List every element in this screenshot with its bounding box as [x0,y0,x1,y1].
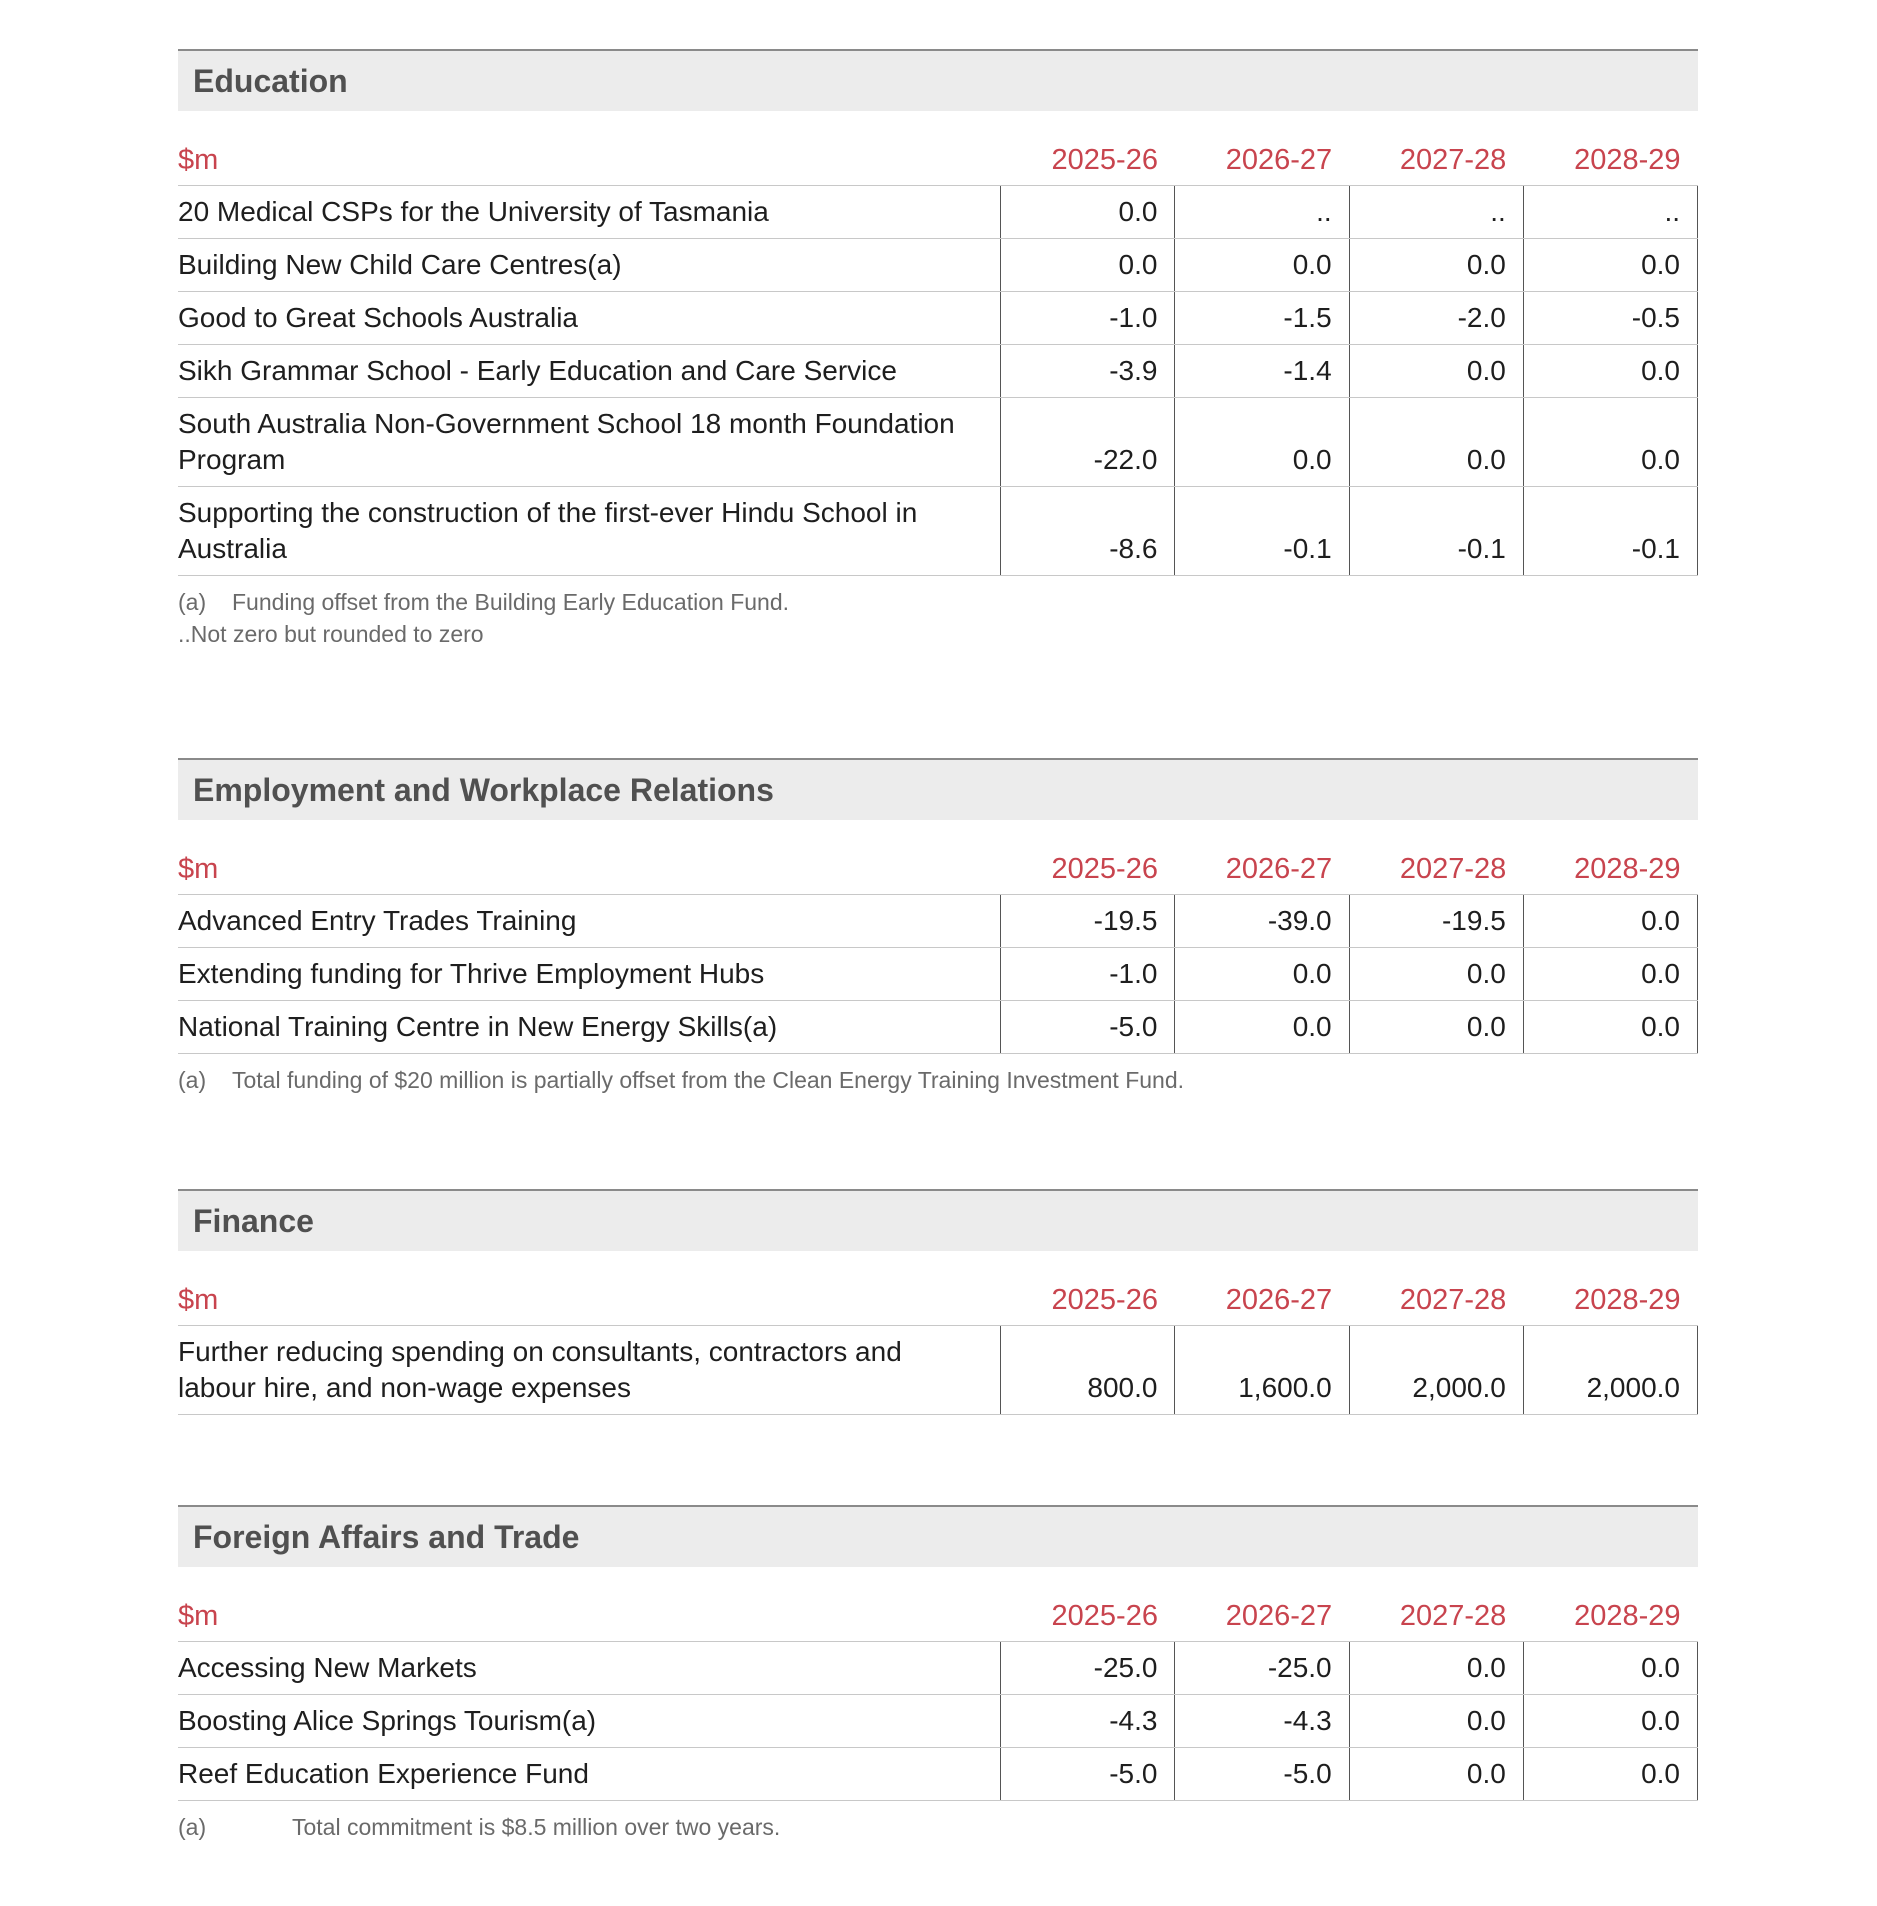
header-row [178,846,1698,895]
year-header: 2026-27 [1175,1277,1349,1326]
measure-value: -4.3 [1001,1695,1175,1748]
measure-value: 0.0 [1523,1748,1697,1801]
measure-value: -0.1 [1523,487,1697,576]
table-row [178,186,1698,239]
table-row [178,1326,1698,1415]
table-row [178,345,1698,398]
measure-value: .. [1175,186,1349,239]
measure-value: 0.0 [1523,1642,1697,1695]
section-title: Finance [178,1189,1698,1251]
measure-value: -25.0 [1175,1642,1349,1695]
section-finance [178,1189,1698,1415]
table-row [178,1642,1698,1695]
measure-value: 0.0 [1523,1695,1697,1748]
measures-table [178,846,1698,1054]
measure-name: Sikh Grammar School - Early Education and Care Service [178,345,1001,398]
measure-value: -5.0 [1001,1001,1175,1054]
header-row [178,137,1698,186]
table-row [178,487,1698,576]
section-title: Education [178,49,1698,111]
measure-value: .. [1349,186,1523,239]
measure-value: -39.0 [1175,895,1349,948]
measures-table [178,137,1698,576]
year-header: 2026-27 [1175,846,1349,895]
table-row [178,1695,1698,1748]
table-row [178,948,1698,1001]
year-header: 2027-28 [1349,846,1523,895]
measure-name: Advanced Entry Trades Training [178,895,1001,948]
measure-value: 0.0 [1523,895,1697,948]
measure-value: .. [1523,186,1697,239]
footnote-text: Total funding of $20 million is partially offset from the Clean Energy Training Investment Fund. [232,1067,1185,1093]
section-employment [178,758,1698,1096]
measure-value: 0.0 [1349,1748,1523,1801]
unit-label: $m [178,846,1001,895]
measures-table [178,1277,1698,1415]
measure-value: 800.0 [1001,1326,1175,1415]
measure-value: 0.0 [1001,239,1175,292]
measure-value: 0.0 [1349,1695,1523,1748]
footnote-tag: (a) [178,589,207,615]
year-header: 2028-29 [1523,1593,1697,1642]
measure-value: 0.0 [1523,345,1697,398]
measure-value: 0.0 [1523,1001,1697,1054]
header-row [178,1277,1698,1326]
unit-label: $m [178,1593,1001,1642]
measure-name: Accessing New Markets [178,1642,1001,1695]
unit-label: $m [178,137,1001,186]
footnote-text: ..Not zero but rounded to zero [178,621,484,647]
measure-value: -1.5 [1175,292,1349,345]
measure-name: National Training Centre in New Energy Skills(a) [178,1001,1001,1054]
table-row [178,239,1698,292]
measures-table [178,1593,1698,1801]
footnote [178,586,1698,618]
footnote-tag: (a) [178,1814,207,1840]
measure-value: -1.0 [1001,292,1175,345]
measure-value: -1.4 [1175,345,1349,398]
measure-value: 0.0 [1175,239,1349,292]
table-row [178,1001,1698,1054]
measure-value: -1.0 [1001,948,1175,1001]
measure-name: Extending funding for Thrive Employment Hubs [178,948,1001,1001]
footnote [178,1811,1698,1843]
measure-value: 0.0 [1349,398,1523,487]
table-row [178,895,1698,948]
footnote-text: Funding offset from the Building Early Education Fund. [232,589,790,615]
measure-value: -19.5 [1349,895,1523,948]
footnote-text: Total commitment is $8.5 million over two years. [292,1814,781,1840]
measure-value: -0.1 [1175,487,1349,576]
measure-value: -8.6 [1001,487,1175,576]
footnote-tag: (a) [178,1067,207,1093]
year-header: 2025-26 [1001,1277,1175,1326]
table-row [178,292,1698,345]
measure-value: 0.0 [1175,948,1349,1001]
year-header: 2026-27 [1175,1593,1349,1642]
measure-name: Building New Child Care Centres(a) [178,239,1001,292]
year-header: 2027-28 [1349,1593,1523,1642]
measure-value: 0.0 [1349,948,1523,1001]
measure-value: -2.0 [1349,292,1523,345]
measure-value: -4.3 [1175,1695,1349,1748]
section-education [178,49,1698,650]
measure-value: 0.0 [1349,1001,1523,1054]
measure-value: -0.5 [1523,292,1697,345]
section-title: Employment and Workplace Relations [178,758,1698,820]
footnote [178,1064,1698,1096]
year-header: 2025-26 [1001,1593,1175,1642]
table-row [178,398,1698,487]
measure-name: South Australia Non-Government School 18 month Foundation Program [178,398,1001,487]
year-header: 2026-27 [1175,137,1349,186]
measure-value: 0.0 [1349,345,1523,398]
measure-value: -0.1 [1349,487,1523,576]
measure-value: -22.0 [1001,398,1175,487]
measure-value: 0.0 [1523,398,1697,487]
unit-label: $m [178,1277,1001,1326]
measure-name: Further reducing spending on consultants, contractors and labour hire, and non-wage expenses [178,1326,1001,1415]
measure-value: 0.0 [1175,398,1349,487]
year-header: 2028-29 [1523,1277,1697,1326]
measure-value: -19.5 [1001,895,1175,948]
measure-name: Good to Great Schools Australia [178,292,1001,345]
measure-value: -3.9 [1001,345,1175,398]
year-header: 2028-29 [1523,137,1697,186]
measure-value: 0.0 [1349,1642,1523,1695]
measure-value: -5.0 [1175,1748,1349,1801]
section-title: Foreign Affairs and Trade [178,1505,1698,1567]
measure-name: Supporting the construction of the first-ever Hindu School in Australia [178,487,1001,576]
measure-value: 0.0 [1523,239,1697,292]
table-row [178,1748,1698,1801]
measure-value: 0.0 [1349,239,1523,292]
section-foreign-affairs [178,1505,1698,1843]
measure-value: 2,000.0 [1349,1326,1523,1415]
measure-value: 1,600.0 [1175,1326,1349,1415]
measure-value: -5.0 [1001,1748,1175,1801]
measure-value: 0.0 [1523,948,1697,1001]
measure-value: 0.0 [1175,1001,1349,1054]
year-header: 2027-28 [1349,137,1523,186]
measure-name: Reef Education Experience Fund [178,1748,1001,1801]
measure-value: 0.0 [1001,186,1175,239]
measure-name: Boosting Alice Springs Tourism(a) [178,1695,1001,1748]
year-header: 2027-28 [1349,1277,1523,1326]
measure-name: 20 Medical CSPs for the University of Tasmania [178,186,1001,239]
measure-value: -25.0 [1001,1642,1175,1695]
measure-value: 2,000.0 [1523,1326,1697,1415]
header-row [178,1593,1698,1642]
year-header: 2025-26 [1001,846,1175,895]
year-header: 2028-29 [1523,846,1697,895]
footnote [178,618,1698,650]
year-header: 2025-26 [1001,137,1175,186]
